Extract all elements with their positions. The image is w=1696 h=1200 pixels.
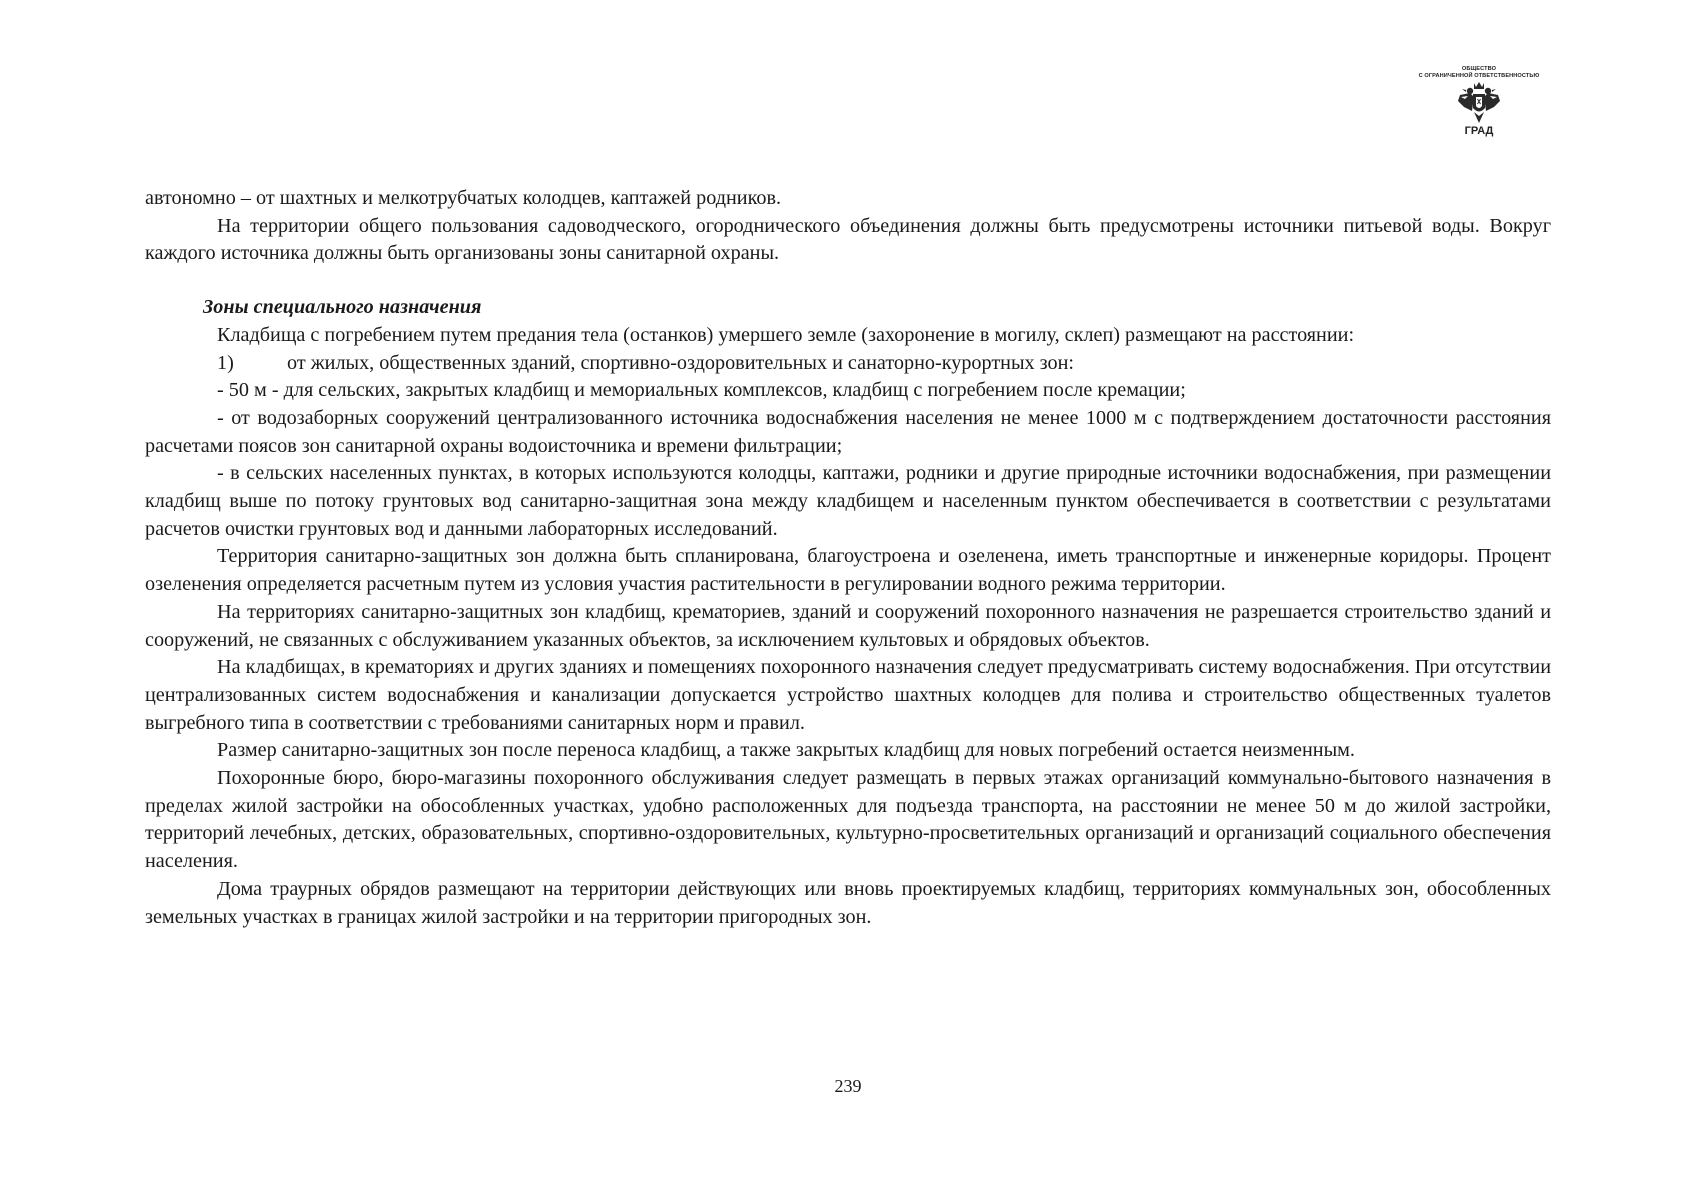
paragraph: Кладбища с погребением путем предания тела (останков) умершего земле (захоронение в могилу, склеп) размещают на расстоянии: [217, 323, 1355, 346]
paragraph: На кладбищах, в крематориях и других зданиях и помещениях похоронного назначения следует предусматривать систему водоснабжения. При отсутствии централизованных систем водоснабжения и канализации допускается устройство шахтных колодцев для полива и строительство общественных туалетов выгребного типа в соответствии с требованиями санитарных норм и правил. [145, 656, 1551, 734]
paragraph: автономно – от шахтных и мелкотрубчатых колодцев, каптажей родников. [145, 187, 782, 209]
paragraph: На территории общего пользования садоводческого, огороднического объединения должны быть предусмотрены источники питьевой воды. Вокруг каждого источника должны быть организованы зоны санитарной охраны. [145, 214, 1551, 265]
company-logo [1394, 66, 1564, 138]
paragraph: Размер санитарно-защитных зон после переноса кладбищ, а также закрытых кладбищ для новых погребений остается неизменным. [217, 739, 1355, 762]
list-item-text: от жилых, общественных зданий, спортивно-оздоровительных и санаторно-курортных зон: [287, 351, 1075, 374]
list-item-number: 1) [217, 351, 234, 374]
logo-org-line2: С ОГРАНИЧЕННОЙ ОТВЕТСТВЕННОСТЬЮ [1418, 72, 1540, 79]
logo-company-name: ГРАД [1464, 125, 1494, 137]
section-heading: Зоны специального назначения [203, 296, 482, 319]
page-number: 239 [834, 1076, 862, 1096]
paragraph: - от водозаборных сооружений централизованного источника водоснабжения населения не менее 1000 м с подтверждением достаточности расстояния расчетами поясов зон санитарной охраны водоисточника и времени фильтрации; [145, 406, 1551, 457]
paragraph: Территория санитарно-защитных зон должна быть спланирована, благоустроена и озеленена, иметь транспортные и инженерные коридоры. Процент озеленения определяется расчетным путем из условия участия растительности в регулировании водного режима территории. [145, 545, 1551, 596]
document-body [145, 185, 1551, 931]
paragraph-spacer [145, 268, 1551, 294]
list-item [145, 350, 1551, 378]
paragraph: Дома траурных обрядов размещают на территории действующих или вновь проектируемых кладбищ, территориях коммунальных зон, обособленных земельных участках в границах жилой застройки и на территории пригородных зон. [145, 877, 1551, 928]
logo-org-line1: ОБЩЕСТВО [1461, 66, 1497, 72]
paragraph: На территориях санитарно-защитных зон кладбищ, крематориев, зданий и сооружений похоронного назначения не разрешается строительство зданий и сооружений, не связанных с обслуживанием указанных объектов, за исключением культовых и обрядовых объектов. [145, 600, 1551, 651]
paragraph: - в сельских населенных пунктах, в которых используются колодцы, каптажи, родники и другие природные источники водоснабжения, при размещении кладбищ выше по потоку грунтовых вод санитарно-защитная зона между кладбищем и населенным пунктом обеспечивается в соответствии с результатами расчетов очистки грунтовых вод и данными лабораторных исследований. [145, 462, 1551, 540]
paragraph: - 50 м - для сельских, закрытых кладбищ и мемориальных комплексов, кладбищ с погребением после кремации; [217, 379, 1186, 402]
double-headed-eagle-emblem-icon [1456, 81, 1502, 125]
paragraph: Похоронные бюро, бюро-магазины похоронного обслуживания следует размещать в первых этажах организаций коммунально-бытового назначения в пределах жилой застройки на обособленных участках, удобно расположенных для подъезда транспорта, на расстоянии не менее 50 м до жилой застройки, территорий лечебных, детских, образовательных, спортивно-оздоровительных, культурно-просветительных организаций и организаций социального обеспечения населения. [145, 767, 1551, 873]
